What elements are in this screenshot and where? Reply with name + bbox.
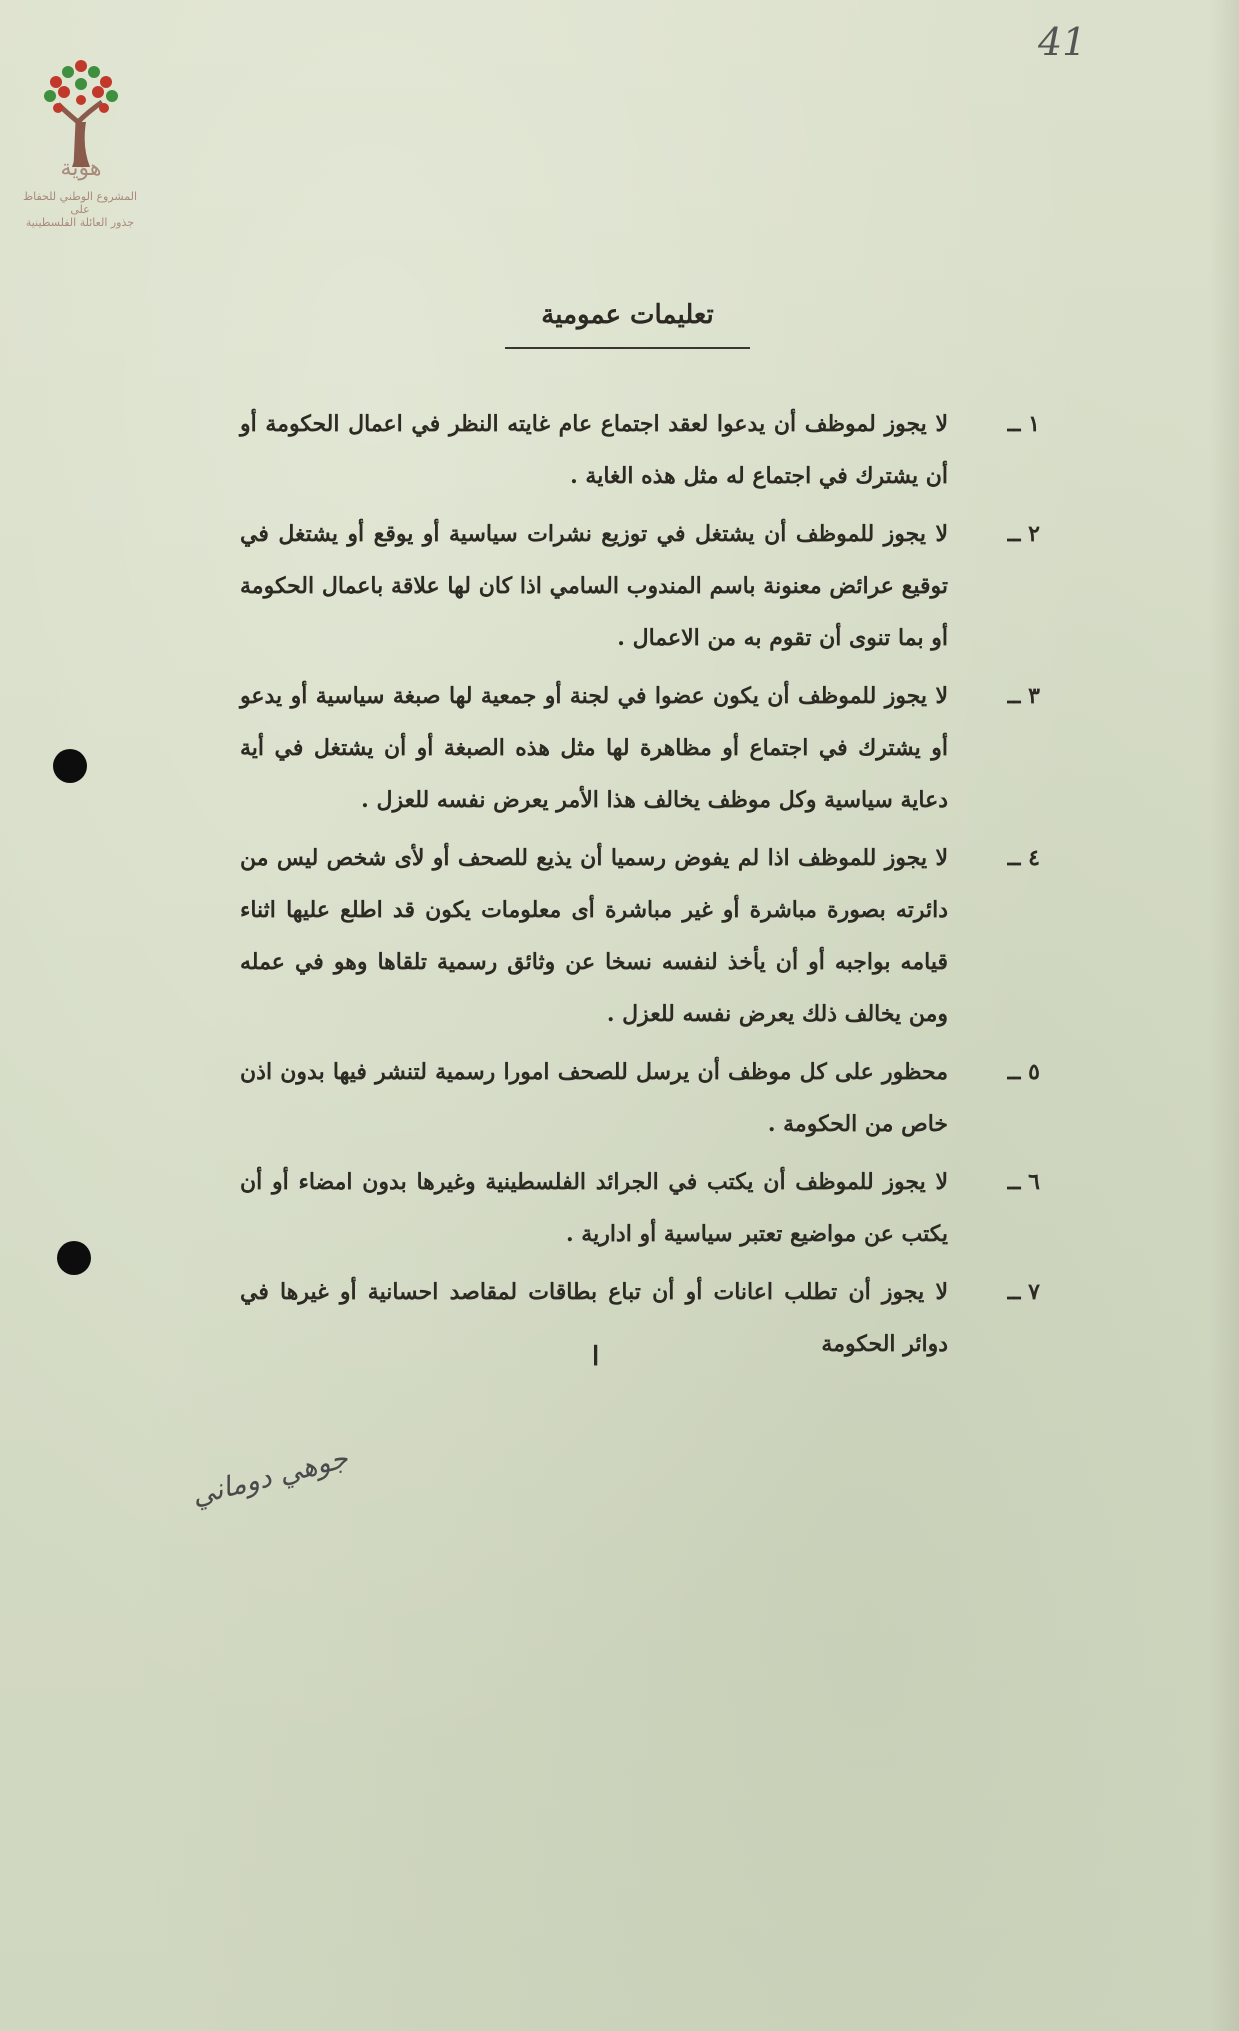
item-number: ٥ ــ (1007, 1059, 1040, 1085)
punch-hole-upper (53, 749, 87, 783)
item-text: محظور على كل موظف أن يرسل للصحف امورا رسمية لتنشر فيها بدون اذن خاص من الحكومة . (240, 1059, 948, 1137)
tree-logo-icon (36, 52, 126, 172)
item-number: ٢ ــ (1007, 521, 1040, 547)
item-number: ١ ــ (1007, 411, 1040, 437)
item-number: ٣ ــ (1007, 683, 1040, 709)
item-number: ٦ ــ (1007, 1169, 1040, 1195)
logo-name: هوية (60, 156, 102, 181)
list-item (200, 1266, 1040, 1370)
list-item (200, 670, 1040, 826)
page-mark: ا (592, 1342, 600, 1372)
item-text: لا يجوز للموظف أن يشتغل في توزيع نشرات سياسية أو يوقع أو يشتغل في توقيع عرائض معنونة باسم المندوب السامي اذا كان لها علاقة باعمال الحكومة أو بما تنوى أن تقوم به من الاعمال . (240, 521, 948, 651)
item-text: لا يجوز للموظف أن يكون عضوا في لجنة أو جمعية لها صبغة سياسية أو يدعو أو يشترك في اجتماع أو مظاهرة لها مثل هذه الصبغة أو أن يشتغل في أية دعاية سياسية وكل موظف يخالف هذا الأمر يعرض نفسه للعزل . (240, 683, 948, 813)
punch-hole-lower (57, 1241, 91, 1275)
title-underline (505, 347, 750, 349)
item-number: ٤ ــ (1007, 845, 1040, 871)
list-item (200, 1046, 1040, 1150)
logo-caption-line2: جذور العائلة الفلسطينية (25, 216, 135, 229)
logo-caption (20, 190, 140, 229)
item-text: لا يجوز أن تطلب اعانات أو أن تباع بطاقات لمقاصد احسانية أو غيرها في دوائر الحكومة (240, 1279, 948, 1357)
item-text: لا يجوز للموظف اذا لم يفوض رسميا أن يذيع للصحف أو لأى شخص ليس من دائرته بصورة مباشرة أو غير مباشرة أى معلومات يكون قد اطلع عليها اثناء قيامه بواجبه أو أن يأخذ لنفسه نسخا عن وثائق رسمية تلقاها وهو في عمله ومن يخالف ذلك يعرض نفسه للعزل . (240, 845, 948, 1027)
page-title: تعليمات عمومية (541, 300, 714, 330)
instructions-list (200, 398, 1040, 1376)
item-number: ٧ ــ (1007, 1279, 1040, 1305)
item-text: لا يجوز للموظف أن يكتب في الجرائد الفلسطينية وغيرها بدون امضاء أو أن يكتب عن مواضيع تعتبر سياسية أو ادارية . (240, 1169, 948, 1247)
item-text: لا يجوز لموظف أن يدعوا لعقد اجتماع عام غايته النظر في اعمال الحكومة أو أن يشترك في اجتماع له مثل هذه الغاية . (240, 411, 948, 489)
folio-number: 41 (1038, 20, 1087, 64)
list-item (200, 398, 1040, 502)
list-item (200, 1156, 1040, 1260)
paper-edge-shadow (1209, 0, 1239, 2031)
list-item (200, 508, 1040, 664)
logo-caption-line1: المشروع الوطني للحفاظ على (22, 190, 138, 216)
handwritten-signature: جوهي دوماني (188, 1441, 352, 1512)
list-item (200, 832, 1040, 1040)
